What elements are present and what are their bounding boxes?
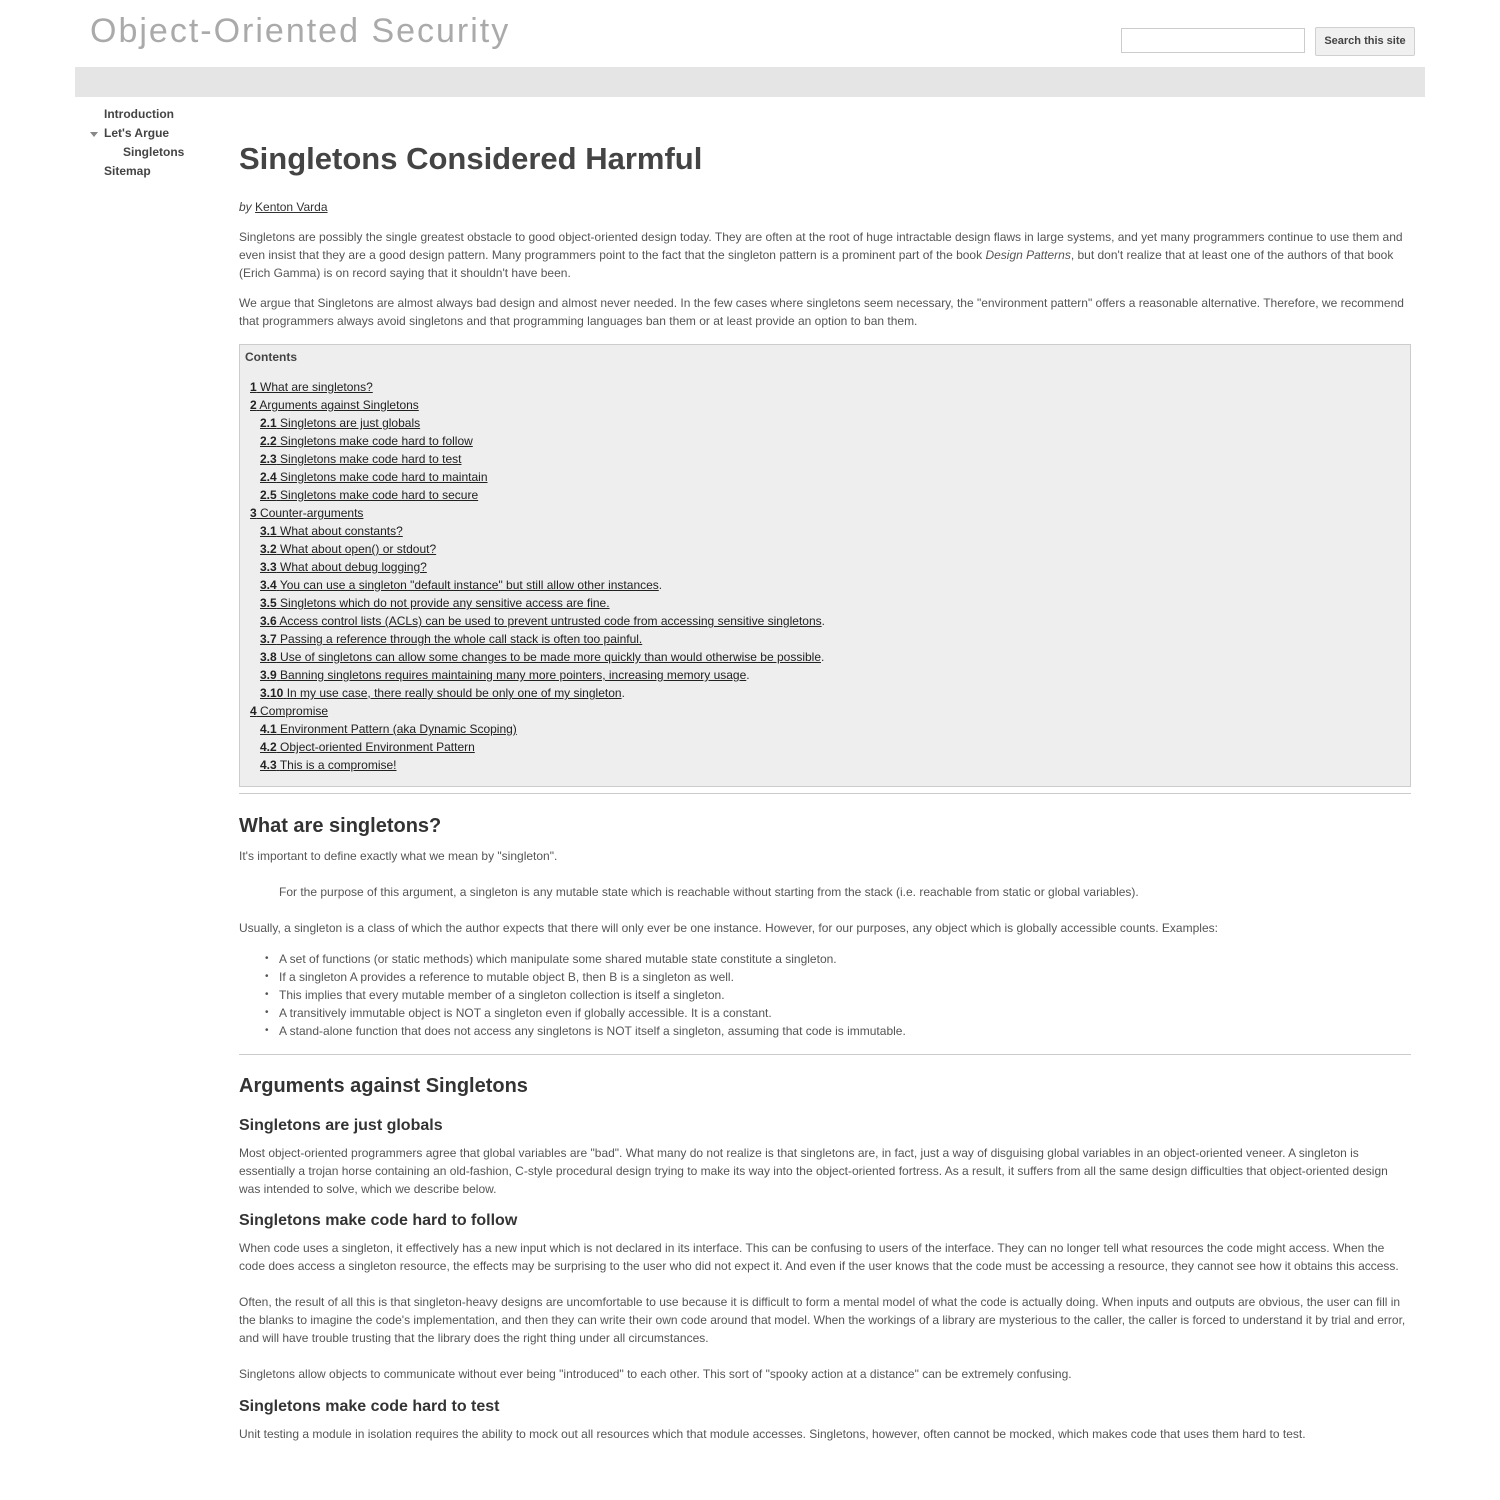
toc-text: Banning singletons requires maintaining many more pointers, increasing memory usage bbox=[280, 668, 747, 682]
toc-link[interactable] bbox=[260, 596, 610, 610]
list-item-text: This implies that every mutable member of a singleton collection is itself a singleton. bbox=[279, 988, 725, 1002]
list-item-text: A stand-alone function that does not access any singletons is NOT itself a singleton, assuming that code is immutable. bbox=[279, 1024, 906, 1038]
definition-quote: For the purpose of this argument, a singleton is any mutable state which is reachable without starting from the stack (i.e. reachable from static or global variables). bbox=[279, 885, 1139, 899]
bullet: • bbox=[265, 1025, 269, 1036]
toc-number: 4.1 bbox=[260, 722, 277, 736]
definition-intro: It's important to define exactly what we mean by "singleton". bbox=[239, 849, 558, 863]
toc-text: Singletons make code hard to secure bbox=[280, 488, 479, 502]
list-item bbox=[265, 986, 1411, 1004]
toc-text: Singletons make code hard to maintain bbox=[280, 470, 488, 484]
toc-trailing-text: . bbox=[821, 650, 825, 664]
toc-item bbox=[245, 558, 1405, 576]
subheading-just-globals: Singletons are just globals bbox=[239, 1117, 443, 1134]
toc-text: This is a compromise! bbox=[279, 758, 397, 772]
toc-item bbox=[245, 594, 1405, 612]
toc-number: 4 bbox=[250, 704, 257, 718]
toc-trailing-text: . bbox=[658, 578, 663, 592]
toc-text: What about open() or stdout? bbox=[280, 542, 437, 556]
toc-link[interactable] bbox=[260, 542, 436, 556]
follow-paragraph-1: When code uses a singleton, it effectively has a new input which is not declared in its interface. This can be confusing to users of the interface. They can no longer tell what resources the code might access. When the code does access a singleton resource, the effects may be surprising to the user who did not expect it. And even if the user knows that the code must be accessing a resource, they cannot see how it obtains this access. bbox=[239, 1241, 1399, 1273]
bullet: • bbox=[265, 989, 269, 1000]
toc-link[interactable] bbox=[260, 416, 420, 430]
toc-number: 4.2 bbox=[260, 740, 277, 754]
table-of-contents bbox=[239, 344, 1411, 787]
intro-paragraph-2: We argue that Singletons are almost always bad design and almost never needed. In the few cases where singletons seem necessary, the "environment pattern" offers a reasonable alternative. Therefore, we recommend that programmers always avoid singletons and that programming languages ban them or at least provide an option to ban them. bbox=[239, 296, 1404, 328]
list-item bbox=[265, 968, 1411, 986]
toc-text: Arguments against Singletons bbox=[259, 398, 419, 412]
main-content bbox=[239, 140, 1411, 1443]
toc-number: 2.4 bbox=[260, 470, 277, 484]
section-divider bbox=[239, 1054, 1411, 1055]
toc-number: 4.3 bbox=[260, 758, 277, 772]
bullet: • bbox=[265, 971, 269, 982]
header-bar bbox=[75, 67, 1425, 97]
toc-item bbox=[245, 684, 1405, 702]
toc-item bbox=[245, 432, 1405, 450]
section-heading-arguments: Arguments against Singletons bbox=[239, 1075, 528, 1097]
toc-text: Singletons are just globals bbox=[280, 416, 421, 430]
toc-link[interactable] bbox=[250, 506, 363, 520]
toc-number: 2.5 bbox=[260, 488, 277, 502]
sidebar-nav bbox=[90, 105, 230, 181]
globals-paragraph: Most object-oriented programmers agree that global variables are "bad". What many do not realize is that singletons are, in fact, just a way of disguising global variables in an object-oriented veneer. A singleton is essentially a trojan horse containing an old-fashion, C-style procedural design trying to make its way into the object-oriented fortress. As a result, it suffers from all the same design difficulties that object-oriented design was intended to solve, which we describe below. bbox=[239, 1146, 1388, 1196]
intro-paragraph-1 bbox=[239, 228, 1411, 282]
sidebar-item-sitemap[interactable]: Sitemap bbox=[104, 164, 151, 178]
toc-link[interactable] bbox=[260, 650, 821, 664]
toc-item bbox=[245, 486, 1405, 504]
bullet: • bbox=[265, 1007, 269, 1018]
toc-link[interactable] bbox=[260, 668, 746, 682]
page-title: Singletons Considered Harmful bbox=[239, 141, 703, 176]
toc-link[interactable] bbox=[250, 380, 373, 394]
toc-item bbox=[245, 576, 1405, 594]
toc-number: 2.1 bbox=[260, 416, 277, 430]
toc-number: 3.8 bbox=[260, 650, 277, 664]
toc-link[interactable] bbox=[260, 614, 822, 628]
bullet: • bbox=[265, 953, 269, 964]
list-item bbox=[265, 1022, 1411, 1040]
toc-text: In my use case, there really should be only one of my singleton bbox=[286, 686, 622, 700]
toc-trailing-text: . bbox=[621, 686, 625, 700]
toc-number: 3.3 bbox=[260, 560, 277, 574]
toc-item bbox=[245, 738, 1405, 756]
section-heading-what-are-singletons: What are singletons? bbox=[239, 815, 442, 837]
byline bbox=[239, 199, 1411, 215]
toc-item bbox=[245, 396, 1405, 414]
toc-list bbox=[245, 378, 1405, 774]
list-item-text: A transitively immutable object is NOT a singleton even if globally accessible. It is a constant. bbox=[279, 1006, 772, 1020]
toc-link[interactable] bbox=[250, 398, 419, 412]
toc-text: Environment Pattern (aka Dynamic Scoping) bbox=[280, 722, 517, 736]
toc-item bbox=[245, 378, 1405, 396]
toc-number: 3.9 bbox=[260, 668, 277, 682]
toc-item bbox=[245, 702, 1405, 720]
toc-link[interactable] bbox=[260, 578, 659, 592]
toc-item bbox=[245, 666, 1405, 684]
toc-text: Access control lists (ACLs) can be used to prevent untrusted code from accessing sensitive singletons bbox=[279, 614, 822, 628]
toc-number: 2.3 bbox=[260, 452, 277, 466]
triangle-down-icon[interactable] bbox=[90, 132, 98, 137]
toc-text: Passing a reference through the whole call stack is often too painful. bbox=[280, 632, 643, 646]
toc-text: Use of singletons can allow some changes to be made more quickly than would otherwise be possible bbox=[280, 650, 821, 664]
toc-text: Singletons make code hard to follow bbox=[280, 434, 473, 448]
toc-link[interactable] bbox=[260, 632, 642, 646]
toc-link[interactable] bbox=[260, 470, 488, 484]
usually-paragraph: Usually, a singleton is a class of which the author expects that there will only ever be one instance. However, for our purposes, any object which is globally accessible counts. Examples: bbox=[239, 921, 1218, 935]
toc-number: 3.2 bbox=[260, 542, 277, 556]
toc-link[interactable] bbox=[260, 524, 403, 538]
toc-item bbox=[245, 414, 1405, 432]
toc-item bbox=[245, 756, 1405, 774]
follow-paragraph-2: Often, the result of all this is that singleton-heavy designs are uncomfortable to use because it is difficult to form a mental model of what the code is actually doing. When inputs and outputs are obvious, the user can fill in the blanks to imagine the code's implementation, and then they can write their own code around that model. When the workings of a library are mysterious to the caller, the caller is forced to understand it by trial and error, and will have trouble trusting that the library does the right thing under all circumstances. bbox=[239, 1295, 1406, 1345]
site-title[interactable]: Object-Oriented Security bbox=[90, 12, 511, 50]
toc-link[interactable] bbox=[260, 560, 427, 574]
intro-text-b: , but don't realize that at least one of the authors of that book (Erich Gamma) is on record saying that it shouldn't have been. bbox=[239, 248, 1394, 280]
toc-item bbox=[245, 720, 1405, 738]
book-title: Design Patterns bbox=[985, 248, 1071, 262]
test-paragraph: Unit testing a module in isolation requires the ability to mock out all resources which that module accesses. Singletons, however, often cannot be mocked, which makes code that uses them hard to test. bbox=[239, 1427, 1306, 1441]
sidebar-item-introduction[interactable]: Introduction bbox=[104, 107, 174, 121]
intro-text-a: Singletons are possibly the single greatest obstacle to good object-oriented design today. They are often at the root of huge intractable design flaws in large systems, and yet many programmers continue to use them and even insist that they are a good design pattern. Many programmers point to the fact that the singleton pattern is a prominent part of the book bbox=[239, 230, 1403, 262]
sidebar-item-singletons[interactable]: Singletons bbox=[123, 145, 185, 159]
toc-link[interactable] bbox=[260, 740, 475, 754]
toc-text: Singletons make code hard to test bbox=[280, 452, 462, 466]
toc-item bbox=[245, 648, 1405, 666]
follow-paragraph-3: Singletons allow objects to communicate without ever being "introduced" to each other. This sort of "spooky action at a distance" can be extremely confusing. bbox=[239, 1367, 1072, 1381]
toc-link[interactable] bbox=[260, 758, 397, 772]
toc-text: Singletons which do not provide any sensitive access are fine. bbox=[280, 596, 610, 610]
list-item-text: A set of functions (or static methods) which manipulate some shared mutable state constitute a singleton. bbox=[279, 952, 837, 966]
toc-text: What are singletons? bbox=[260, 380, 373, 394]
toc-text: What about debug logging? bbox=[280, 560, 427, 574]
toc-trailing-text: . bbox=[821, 614, 825, 628]
toc-link[interactable] bbox=[260, 722, 517, 736]
toc-item bbox=[245, 630, 1405, 648]
toc-link[interactable] bbox=[250, 704, 328, 718]
sidebar-item-label: Let's Argue bbox=[104, 126, 170, 140]
sidebar-item-lets-argue[interactable] bbox=[90, 124, 230, 143]
toc-text: Compromise bbox=[260, 704, 329, 718]
toc-link[interactable] bbox=[260, 488, 478, 502]
toc-number: 2.2 bbox=[260, 434, 277, 448]
toc-text: You can use a singleton "default instance" but still allow other instances bbox=[279, 578, 659, 592]
list-item-text: If a singleton A provides a reference to mutable object B, then B is a singleton as well. bbox=[279, 970, 734, 984]
section-divider bbox=[239, 793, 1411, 794]
examples-list bbox=[239, 950, 1411, 1040]
toc-item bbox=[245, 450, 1405, 468]
toc-trailing-text: . bbox=[746, 668, 750, 682]
toc-text: What about constants? bbox=[280, 524, 403, 538]
toc-item bbox=[245, 522, 1405, 540]
toc-number: 3 bbox=[250, 506, 257, 520]
toc-item bbox=[245, 504, 1405, 522]
toc-title: Contents bbox=[245, 350, 297, 364]
author-link[interactable]: Kenton Varda bbox=[255, 200, 328, 214]
subheading-hard-to-follow: Singletons make code hard to follow bbox=[239, 1212, 518, 1229]
toc-item bbox=[245, 468, 1405, 486]
toc-number: 3.7 bbox=[260, 632, 277, 646]
toc-number: 3.10 bbox=[260, 686, 284, 700]
list-item bbox=[265, 1004, 1411, 1022]
toc-number: 1 bbox=[250, 380, 257, 394]
subheading-hard-to-test: Singletons make code hard to test bbox=[239, 1398, 500, 1415]
toc-number: 3.4 bbox=[260, 578, 277, 592]
toc-item bbox=[245, 540, 1405, 558]
byline-prefix: by bbox=[239, 200, 252, 214]
search-button[interactable]: Search this site bbox=[1315, 27, 1415, 56]
toc-item bbox=[245, 612, 1405, 630]
list-item bbox=[265, 950, 1411, 968]
toc-number: 3.5 bbox=[260, 596, 277, 610]
toc-link[interactable] bbox=[260, 452, 461, 466]
search-input[interactable] bbox=[1121, 28, 1305, 53]
toc-text: Object-oriented Environment Pattern bbox=[280, 740, 475, 754]
toc-text: Counter-arguments bbox=[260, 506, 364, 520]
toc-link[interactable] bbox=[260, 434, 473, 448]
toc-number: 3.1 bbox=[260, 524, 277, 538]
toc-number: 2 bbox=[250, 398, 257, 412]
toc-number: 3.6 bbox=[260, 614, 277, 628]
toc-link[interactable] bbox=[260, 686, 622, 700]
